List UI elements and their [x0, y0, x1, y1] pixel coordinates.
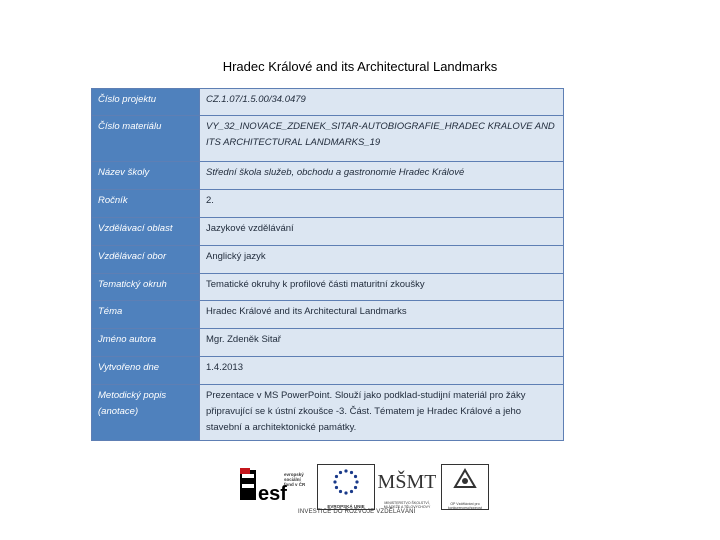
table-row: [92, 116, 564, 162]
msmt-logo: [378, 464, 436, 508]
eu-star-icon: [335, 486, 338, 489]
row-value: Anglický jazyk: [200, 246, 564, 274]
eu-star-icon: [333, 480, 336, 483]
msmt-mark-text: MŠMT: [378, 471, 436, 493]
page-title: Hradec Králové and its Architectural Landmarks: [222, 59, 498, 74]
row-value: Střední škola služeb, obchodu a gastronomie Hradec Králové: [200, 162, 564, 190]
row-key: Název školy: [92, 162, 200, 190]
row-key: Jméno autora: [92, 329, 200, 357]
footer-slogan: INVESTICE DO ROZVOJE VZDĚLÁVÁNÍ: [298, 509, 416, 515]
esf-text-line-2: sociální: [284, 477, 301, 482]
eu-star-icon: [344, 491, 347, 494]
row-key: Téma: [92, 301, 200, 329]
project-info-table: [91, 88, 564, 441]
eu-stars-icon: [318, 465, 374, 499]
eu-star-icon: [344, 469, 347, 472]
op-vk-caption: OP Vzdělávání pro konkurenceschopnost: [447, 502, 483, 510]
row-value: VY_32_INOVACE_ZDENEK_SITAR-AUTOBIOGRAFIE_HRADEC KRALOVE AND ITS ARCHITECTURAL LANDMARKS_19: [200, 116, 564, 162]
row-key: Metodický popis (anotace): [92, 385, 200, 441]
table-row: [92, 385, 564, 441]
eu-star-icon: [355, 480, 358, 483]
op-vk-logo: [441, 464, 489, 510]
esf-text-line-1: evropský: [284, 472, 304, 477]
eu-star-icon: [350, 471, 353, 474]
eu-star-icon: [335, 475, 338, 478]
row-key: Vzdělávací oblast: [92, 218, 200, 246]
row-value: Mgr. Zdeněk Sitař: [200, 329, 564, 357]
msmt-caption: MINISTERSTVO ŠKOLSTVÍ, MLÁDEŽE A TĚLOVÝCHOVY: [383, 501, 431, 509]
row-key: Číslo materiálu: [92, 116, 200, 162]
row-value: CZ.1.07/1.5.00/34.0479: [200, 89, 564, 116]
eu-star-icon: [354, 475, 357, 478]
table-row: [92, 218, 564, 246]
row-value: Hradec Králové and its Architectural Landmarks: [200, 301, 564, 329]
table-row: [92, 274, 564, 301]
row-value: 2.: [200, 190, 564, 218]
row-value: Tematické okruhy k profilové části maturitní zkoušky: [200, 274, 564, 301]
row-key: Vzdělávací obor: [92, 246, 200, 274]
row-key: Číslo projektu: [92, 89, 200, 116]
table-row: [92, 190, 564, 218]
eu-logo: [317, 464, 375, 510]
row-key: Tematický okruh: [92, 274, 200, 301]
eu-caption: EVROPSKÁ UNIE: [327, 504, 365, 509]
row-value: Jazykové vzdělávání: [200, 218, 564, 246]
esf-text: [284, 472, 312, 487]
row-key: Ročník: [92, 190, 200, 218]
eu-star-icon: [339, 471, 342, 474]
esf-mark-text: esf: [258, 483, 287, 505]
table-row: [92, 89, 564, 116]
eu-star-icon: [339, 490, 342, 493]
row-key: Vytvořeno dne: [92, 357, 200, 385]
msmt-mark-icon: [378, 464, 436, 496]
op-vk-mark-icon: [442, 465, 488, 497]
row-value: 1.4.2013: [200, 357, 564, 385]
eu-star-icon: [350, 490, 353, 493]
table-row: [92, 162, 564, 190]
table-row: [92, 301, 564, 329]
esf-text-line-3: fond v ČR: [284, 482, 306, 487]
table-row: [92, 329, 564, 357]
eu-star-icon: [354, 486, 357, 489]
row-value: Prezentace v MS PowerPoint. Slouží jako podklad-studijní materiál pro žáky připravující se k ústní zkoušce -3. Část. Tématem je Hradec Králové a jeho stavební a architektonické památky.: [200, 385, 564, 441]
table-row: [92, 357, 564, 385]
table-row: [92, 246, 564, 274]
